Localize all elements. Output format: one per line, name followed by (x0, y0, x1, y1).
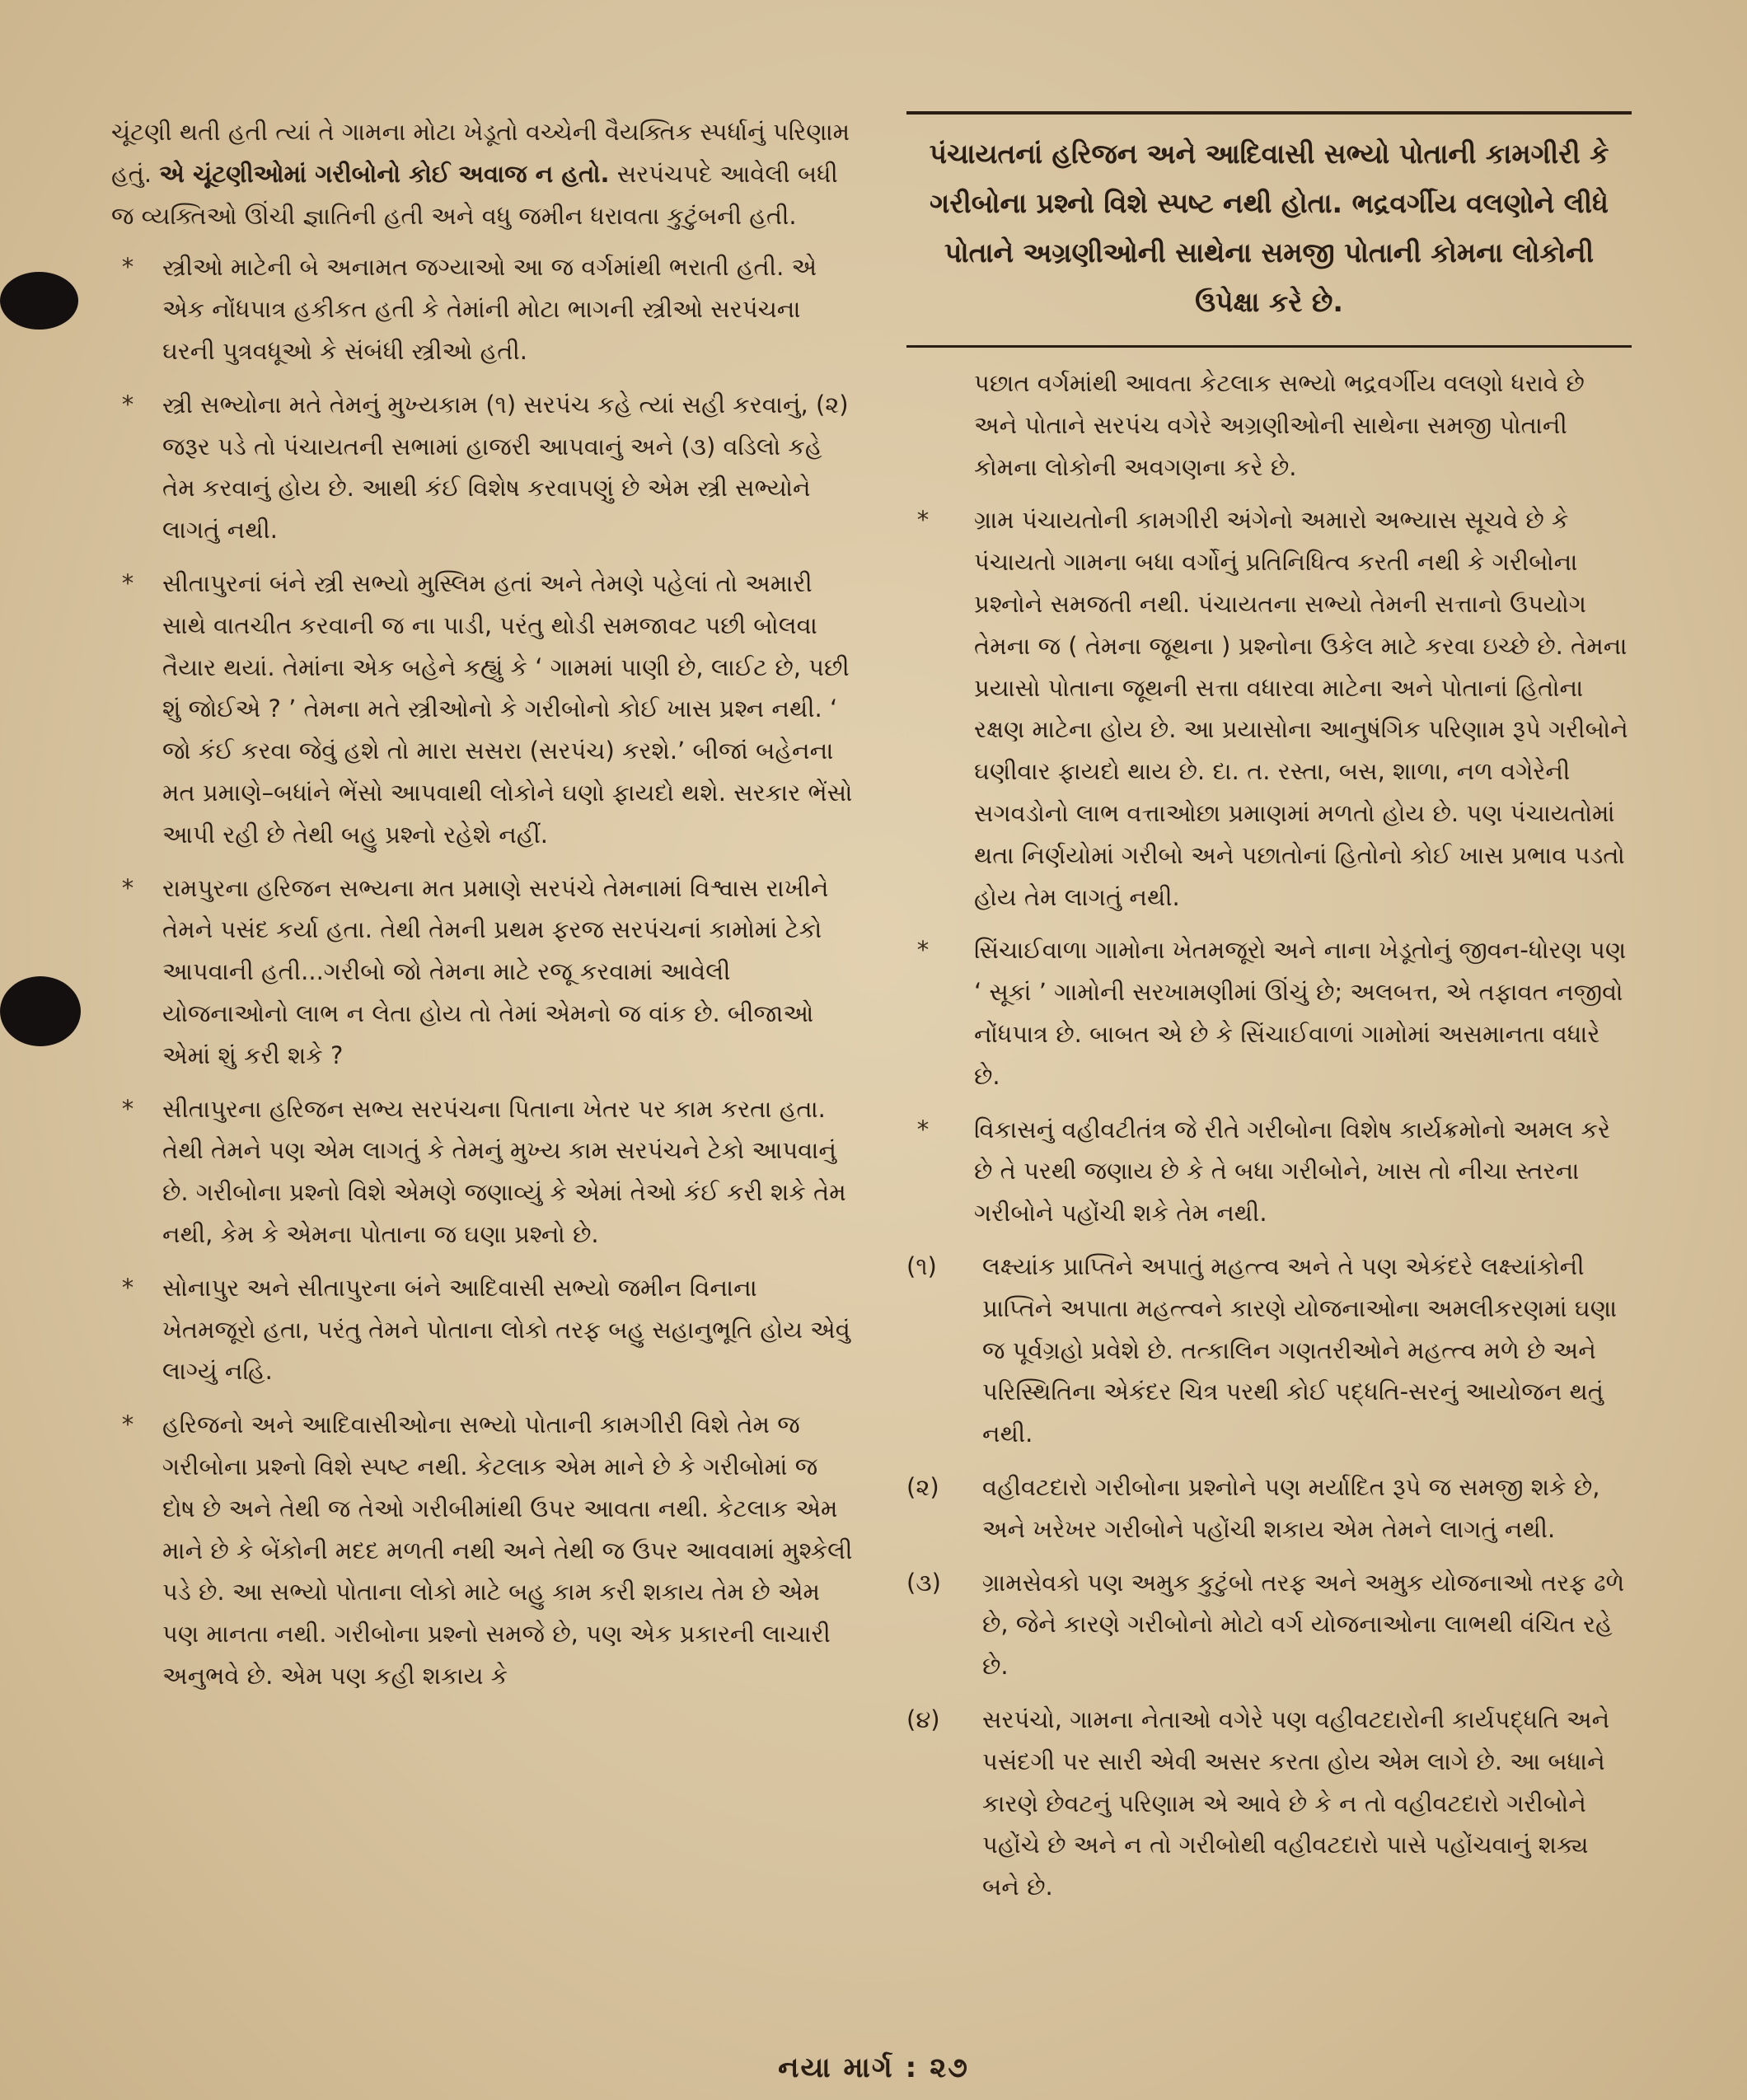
right-bullet-list (906, 362, 1632, 1234)
torn-hole-top (0, 272, 78, 330)
item-number: (૨) (906, 1472, 939, 1501)
bullet-text: સ્ત્રી સભ્યોના મતે તેમનું મુખ્યકામ (૧) સરપંચ કહે ત્યાં સહી કરવાનું, (૨) જરૂર પડે તો પંચાયતની સભામાં હાજરી આપવાનું અને (૩) વડિલો કહે તેમ કરવાનું હોય છે. આથી કંઈ વિશેષ કરવાપણું છે એમ સ્ત્રી સભ્યોને લાગતું નથી. (162, 390, 849, 545)
bullet-text: સ્ત્રીઓ માટેની બે અનામત જગ્યાઓ આ જ વર્ગમાંથી ભરાતી હતી. એ એક નોંધપાત્ર હકીકત હતી કે તેમાંની મોટા ભાગની સ્ત્રીઓ સરપંચના ઘરની પુત્રવધૂઓ કે સંબંધી સ્ત્રીઓ હતી. (162, 253, 817, 365)
bullet-star-icon: * (121, 873, 134, 902)
left-bullet-3 (111, 563, 853, 856)
bullet-text: રામપુરના હરિજન સભ્યના મત પ્રમાણે સરપંચે તેમનામાં વિશ્વાસ રાખીને તેમને પસંદ કર્યા હતા. તેથી તેમની પ્રથમ ફરજ સરપંચનાં કામોમાં ટેકો આપવાની હતી...ગરીબો જો તેમના માટે રજૂ કરવામાં આવેલી યોજનાઓનો લાભ ન લેતા હોય તો તેમાં એમનો જ વાંક છે. બીજાઓ એમાં શું કરી શકે ? (162, 873, 829, 1069)
lead-text: પછાત વર્ગમાંથી આવતા કેટલાક સભ્યો ભદ્રવર્ગીય વલણો ધરાવે છે અને પોતાને સરપંચ વગેરે અગ્રણીઓની સાથેના સમજી પોતાની કોમના લોકોની અવગણના કરે છે. (974, 369, 1585, 481)
footer-separator: : (905, 2051, 919, 2084)
right-bullet-3 (906, 1109, 1632, 1234)
pull-quote-box (906, 111, 1632, 348)
item-text: વહીવટદારો ગરીબોના પ્રશ્નોને પણ મર્યાદિત રૂપે જ સમજી શકે છે, અને ખરેખર ગરીબોને પહોંચી શકાય એમ તેમને લાગતું નથી. (982, 1472, 1600, 1543)
right-bullet-2 (906, 929, 1632, 1097)
left-bullet-1 (111, 246, 853, 372)
item-number: (૩) (906, 1568, 941, 1597)
right-lead-paragraph (906, 362, 1632, 488)
intro-text: ચૂંટણી થતી હતી ત્યાં તે ગામના મોટા ખેડૂતો વચ્ચેની વૈયક્તિક સ્પર્ધાનું પરિણામ હતું. (111, 118, 850, 188)
bullet-star-icon: * (121, 253, 134, 282)
numbered-item-4 (906, 1699, 1632, 1908)
item-text: ગ્રામસેવકો પણ અમુક કુટુંબો તરફ અને અમુક યોજનાઓ તરફ ઢળે છે, જેને કારણે ગરીબોનો મોટો વર્ગ યોજનાઓના લાભથી વંચિત રહે છે. (982, 1568, 1625, 1681)
bullet-text: હરિજનો અને આદિવાસીઓના સભ્યો પોતાની કામગીરી વિશે તેમ જ ગરીબોના પ્રશ્નો વિશે સ્પષ્ટ નથી. કેટલાક એમ માને છે કે ગરીબોમાં જ દોષ છે અને તેથી જ તેઓ ગરીબીમાંથી ઉપર આવતા નથી. કેટલાક એમ માને છે કે બેંકોની મદદ મળતી નથી અને તેથી જ ઉપર આવવામાં મુશ્કેલી પડે છે. આ સભ્યો પોતાના લોકો માટે બહુ કામ કરી શકાય તેમ છે એમ પણ માનતા નથી. ગરીબોના પ્રશ્નો સમજે છે, પણ એક પ્રકારની લાચારી અનુભવે છે. એમ પણ કહી શકાય કે (162, 1410, 853, 1690)
bullet-text: સીતાપુરનાં બંને સ્ત્રી સભ્યો મુસ્લિમ હતાં અને તેમણે પહેલાં તો અમારી સાથે વાતચીત કરવાની જ ના પાડી, પરંતુ થોડી સમજાવટ પછી બોલવા તૈયાર થયાં. તેમાંના એક બહેને કહ્યું કે ‘ ગામમાં પાણી છે, લાઈટ છે, પછી શું જોઈએ ? ’ તેમના મતે સ્ત્રીઓનો કે ગરીબોનો કોઈ ખાસ પ્રશ્ન નથી. ‘ જો કંઈ કરવા જેવું હશે તો મારા સસરા (સરપંચ) કરશે.’ બીજાં બહેનના મત પ્રમાણે–બધાંને ભેંસો આપવાથી લોકોને ઘણો ફાયદો થશે. સરકાર ભેંસો આપી રહી છે તેથી બહુ પ્રશ્નો રહેશે નહીં. (162, 568, 853, 849)
bullet-star-icon: * (121, 390, 134, 419)
bullet-text: સોનાપુર અને સીતાપુરના બંને આદિવાસી સભ્યો જમીન વિનાના ખેતમજૂરો હતા, પરંતુ તેમને પોતાના લોકો તરફ બહુ સહાનુભૂતિ હોય એવું લાગ્યું નહિ. (162, 1273, 850, 1386)
bullet-star-icon: * (121, 1094, 134, 1123)
numbered-item-2 (906, 1466, 1632, 1550)
intro-rest-text: સરપંચપદે આવેલી બધી જ વ્યક્તિઓ ઊંચી જ્ઞાતિની હતી અને વધુ જમીન ધરાવતા કુટુંબની હતી. (111, 159, 838, 230)
intro-bold-text: એ ચૂંટણીઓમાં ગરીબોનો કોઈ અવાજ ન હતો. (159, 159, 610, 188)
left-bullet-4 (111, 868, 853, 1077)
page-footer (0, 2051, 1747, 2084)
bullet-text: સીતાપુરના હરિજન સભ્ય સરપંચના પિતાના ખેતર પર કામ કરતા હતા. તેથી તેમને પણ એમ લાગતું કે તેમનું મુખ્ય કામ સરપંચને ટેકો આપવાનું છે. ગરીબોના પ્રશ્નો વિશે એમણે જણાવ્યું કે એમાં તેઓ કંઈ કરી શકે તેમ નથી, કેમ કે એમના પોતાના જ ઘણા પ્રશ્નો છે. (162, 1094, 846, 1248)
item-text: સરપંચો, ગામના નેતાઓ વગેરે પણ વહીવટદારોની કાર્યપદ્ધતિ અને પસંદગી પર સારી એવી અસર કરતા હોય એમ લાગે છે. આ બધાને કારણે છેવટનું પરિણામ એ આવે છે કે ન તો વહીવટદારો ગરીબોને પહોંચે છે અને ન તો ગરીબોથી વહીવટદારો પાસે પહોંચવાનું શક્ય બને છે. (982, 1705, 1610, 1901)
torn-hole-middle (0, 976, 81, 1046)
pull-quote-text: પંચાયતનાં હરિજન અને આદિવાસી સભ્યો પોતાની કામગીરી કે ગરીબોના પ્રશ્નો વિશે સ્પષ્ટ નથી હોતા. ભદ્રવર્ગીય વલણોને લીધે પોતાને અગ્રણીઓની સાથેના સમજી પોતાની કોમના લોકોની ઉપેક્ષા કરે છે. (929, 138, 1609, 318)
bullet-star-icon: * (121, 568, 134, 597)
left-bullet-6 (111, 1267, 853, 1392)
item-number: (૧) (906, 1251, 937, 1280)
magazine-name: નયા માર્ગ (778, 2051, 894, 2084)
numbered-item-3 (906, 1562, 1632, 1687)
bullet-text: ગ્રામ પંચાયતોની કામગીરી અંગેનો અમારો અભ્યાસ સૂચવે છે કે પંચાયતો ગામના બધા વર્ગોનું પ્રતિનિધિત્વ કરતી નથી કે ગરીબોના પ્રશ્નોને સમજતી નથી. પંચાયતના સભ્યો તેમની સત્તાનો ઉપયોગ તેમના જ ( તેમના જૂથના ) પ્રશ્નોના ઉકેલ માટે કરવા ઇચ્છે છે. તેમના પ્રયાસો પોતાના જૂથની સત્તા વધારવા માટેના અને પોતાનાં હિતોના રક્ષણ માટેના હોય છે. આ પ્રયાસોના આનુષંગિક પરિણામ રૂપે ગરીબોને ઘણીવાર ફાયદો થાય છે. દા. ત. રસ્તા, બસ, શાળા, નળ વગેરેની સગવડોનો લાભ વત્તાઓછા પ્રમાણમાં મળતો હોય છે. પણ પંચાયતોમાં થતા નિર્ણયોમાં ગરીબો અને પછાતોનાં હિતોનો કોઈ ખાસ પ્રભાવ પડતો હોય તેમ લાગતું નથી. (974, 506, 1628, 911)
left-column (111, 111, 853, 1709)
left-bullet-7 (111, 1404, 853, 1697)
item-text: લક્ષ્યાંક પ્રાપ્તિને અપાતું મહત્ત્વ અને તે પણ એકંદરે લક્ષ્યાંકોની પ્રાપ્તિને અપાતા મહત્ત્વને કારણે યોજનાઓના અમલીકરણમાં ઘણા જ પૂર્વગ્રહો પ્રવેશે છે. તત્કાલિન ગણતરીઓને મહત્ત્વ મળે છે અને પરિસ્થિતિના એકંદર ચિત્ર પરથી કોઈ પદ્ધતિ-સરનું આયોજન થતું નથી. (982, 1251, 1618, 1448)
bullet-text: વિકાસનું વહીવટીતંત્ર જે રીતે ગરીબોના વિશેષ કાર્યક્રમોનો અમલ કરે છે તે પરથી જણાય છે કે તે બધા ગરીબોને, ખાસ તો નીચા સ્તરના ગરીબોને પહોંચી શકે તેમ નથી. (974, 1115, 1611, 1228)
left-bullet-2 (111, 384, 853, 551)
bullet-star-icon: * (121, 1273, 134, 1302)
bullet-star-icon: * (121, 1410, 134, 1439)
left-bullet-5 (111, 1088, 853, 1256)
bullet-star-icon: * (916, 1115, 930, 1144)
bullet-star-icon: * (916, 936, 930, 965)
left-intro-paragraph (111, 111, 853, 236)
right-column (906, 111, 1632, 1920)
right-bullet-1 (906, 499, 1632, 918)
bullet-text: સિંચાઈવાળા ગામોના ખેતમજૂરો અને નાના ખેડૂતોનું જીવન-ધોરણ પણ ‘ સૂકાં ’ ગામોની સરખામણીમાં ઊંચું છે; અલબત્ત, એ તફાવત નજીવો નોંધપાત્ર છે. બાબત એ છે કે સિંચાઈવાળાં ગામોમાં અસમાનતા વધારે છે. (974, 936, 1627, 1090)
item-number: (૪) (906, 1705, 940, 1733)
numbered-item-1 (906, 1246, 1632, 1455)
page-number: ૨૭ (930, 2051, 969, 2084)
bullet-star-icon: * (916, 506, 930, 535)
